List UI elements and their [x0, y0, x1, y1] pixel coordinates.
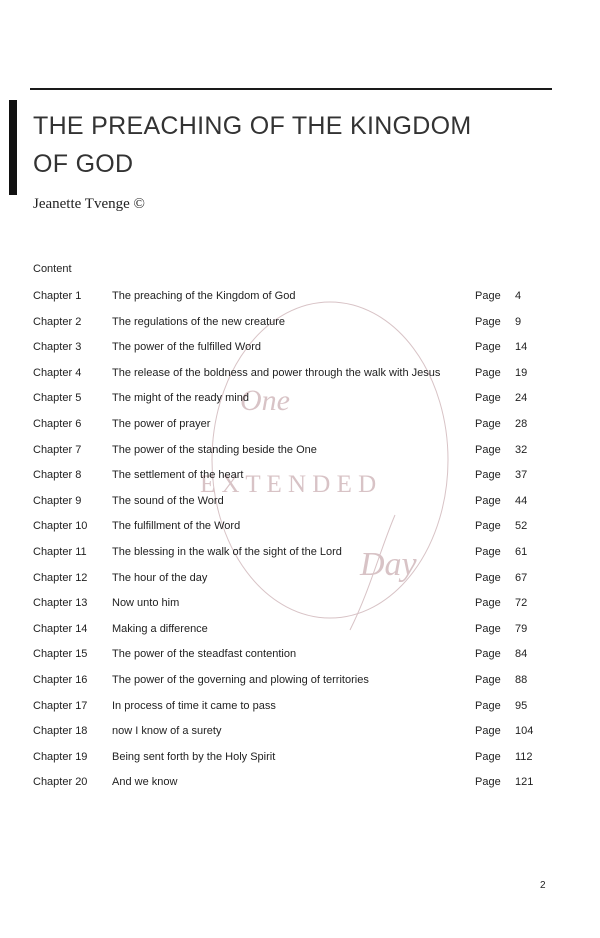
- toc-page-number: 84: [515, 648, 528, 661]
- toc-page-label: Page: [475, 392, 501, 405]
- toc-row: [33, 617, 553, 643]
- toc-chapter-label: Chapter 5: [33, 392, 82, 405]
- toc-chapter-title: The release of the boldness and power through the walk with Jesus: [112, 366, 441, 379]
- toc-row: [33, 719, 553, 745]
- toc-page-number: 88: [515, 673, 528, 686]
- table-of-contents: [33, 284, 553, 796]
- toc-page-number: 52: [515, 520, 528, 533]
- toc-row: [33, 694, 553, 720]
- toc-page-label: Page: [475, 417, 501, 430]
- toc-page-number: 72: [515, 597, 528, 610]
- toc-page-number: 112: [515, 750, 533, 763]
- toc-page-label: Page: [475, 776, 501, 789]
- toc-chapter-label: Chapter 1: [33, 290, 82, 302]
- toc-page-label: Page: [475, 648, 501, 661]
- toc-row: [33, 566, 553, 592]
- toc-chapter-title: Making a difference: [112, 622, 208, 635]
- toc-chapter-label: Chapter 14: [33, 622, 88, 635]
- toc-page-number: 9: [515, 315, 522, 328]
- toc-chapter-label: Chapter 20: [33, 776, 88, 789]
- toc-page-number: 121: [515, 776, 534, 789]
- toc-chapter-title: The sound of the Word: [112, 494, 224, 507]
- author-credit: Jeanette Tvenge ©: [33, 196, 145, 212]
- toc-chapter-title: The fulfillment of the Word: [112, 520, 241, 533]
- toc-page-label: Page: [475, 315, 501, 328]
- title-side-bar: [9, 100, 17, 195]
- toc-chapter-title: The power of the fulfilled Word: [112, 341, 261, 354]
- toc-page-number: 32: [515, 443, 528, 456]
- page-number: 2: [540, 880, 546, 891]
- toc-chapter-title: The power of prayer: [112, 417, 211, 430]
- toc-page-number: 4: [515, 290, 522, 302]
- toc-page-number: 28: [515, 417, 528, 430]
- toc-row: [33, 642, 553, 668]
- toc-row: [33, 438, 553, 464]
- top-rule: [30, 88, 552, 90]
- watermark-text-bottom: Day: [360, 546, 417, 583]
- toc-page-label: Page: [475, 750, 501, 763]
- toc-chapter-label: Chapter 4: [33, 366, 82, 379]
- toc-row: [33, 745, 553, 771]
- toc-page-label: Page: [475, 520, 501, 533]
- toc-row: [33, 770, 553, 796]
- toc-row: [33, 489, 553, 515]
- toc-chapter-title: The hour of the day: [112, 571, 208, 584]
- toc-page-label: Page: [475, 622, 501, 635]
- toc-row: [33, 514, 553, 540]
- toc-chapter-title: The settlement of the heart: [112, 469, 244, 482]
- toc-page-label: Page: [475, 494, 501, 507]
- toc-row: [33, 540, 553, 566]
- toc-row: [33, 284, 553, 310]
- toc-page-number: 14: [515, 341, 528, 354]
- toc-page-number: 61: [515, 545, 528, 558]
- toc-row: [33, 386, 553, 412]
- title-line-2: OF GOD: [33, 150, 134, 178]
- toc-page-label: Page: [475, 545, 501, 558]
- toc-chapter-title: Being sent forth by the Holy Spirit: [112, 750, 276, 763]
- toc-page-label: Page: [475, 673, 501, 686]
- toc-page-label: Page: [475, 469, 501, 482]
- toc-page-number: 24: [515, 392, 528, 405]
- toc-chapter-label: Chapter 17: [33, 699, 88, 712]
- toc-row: [33, 668, 553, 694]
- toc-chapter-label: Chapter 13: [33, 597, 88, 610]
- toc-chapter-label: Chapter 16: [33, 673, 88, 686]
- toc-page-number: 19: [515, 366, 528, 379]
- toc-chapter-label: Chapter 15: [33, 648, 88, 661]
- toc-page-label: Page: [475, 341, 501, 354]
- toc-chapter-label: Chapter 12: [33, 571, 88, 584]
- toc-page-number: 67: [515, 571, 528, 584]
- toc-chapter-title: The power of the governing and plowing of territories: [112, 673, 369, 686]
- toc-chapter-title: In process of time it came to pass: [112, 699, 276, 712]
- toc-page-label: Page: [475, 725, 501, 738]
- toc-chapter-title: The might of the ready mind: [112, 392, 249, 405]
- toc-page-label: Page: [475, 366, 501, 379]
- toc-page-number: 37: [515, 469, 528, 482]
- toc-chapter-title: The preaching of the Kingdom of God: [112, 290, 296, 302]
- document-title: [33, 107, 533, 183]
- toc-row: [33, 310, 553, 336]
- toc-row: [33, 412, 553, 438]
- toc-page-label: Page: [475, 699, 501, 712]
- toc-chapter-title: Now unto him: [112, 597, 180, 610]
- toc-page-label: Page: [475, 290, 501, 302]
- toc-chapter-label: Chapter 7: [33, 443, 82, 456]
- toc-chapter-label: Chapter 11: [33, 545, 87, 558]
- toc-chapter-title: And we know: [112, 776, 178, 789]
- toc-page-number: 44: [515, 494, 528, 507]
- contents-heading: Content: [33, 263, 72, 275]
- toc-chapter-label: Chapter 9: [33, 494, 82, 507]
- toc-row: [33, 361, 553, 387]
- toc-row: [33, 591, 553, 617]
- toc-row: [33, 463, 553, 489]
- toc-chapter-title: The power of the standing beside the One: [112, 443, 317, 456]
- watermark-text-top: One: [240, 384, 290, 417]
- toc-chapter-label: Chapter 18: [33, 725, 88, 738]
- watermark-text-middle: E X T E N D E D: [200, 471, 377, 498]
- toc-chapter-label: Chapter 6: [33, 417, 82, 430]
- toc-chapter-label: Chapter 10: [33, 520, 88, 533]
- toc-chapter-title: now I know of a surety: [112, 725, 222, 738]
- title-line-1: THE PREACHING OF THE KINGDOM: [33, 112, 472, 140]
- toc-page-label: Page: [475, 443, 501, 456]
- toc-row: [33, 335, 553, 361]
- toc-chapter-title: The power of the steadfast contention: [112, 648, 297, 661]
- toc-page-number: 95: [515, 699, 528, 712]
- toc-chapter-label: Chapter 2: [33, 315, 82, 328]
- toc-page-label: Page: [475, 597, 501, 610]
- toc-page-label: Page: [475, 571, 501, 584]
- toc-page-number: 104: [515, 725, 534, 738]
- toc-chapter-label: Chapter 19: [33, 750, 88, 763]
- toc-chapter-label: Chapter 3: [33, 341, 82, 354]
- toc-page-number: 79: [515, 622, 528, 635]
- toc-chapter-title: The blessing in the walk of the sight of the Lord: [112, 545, 342, 558]
- toc-chapter-title: The regulations of the new creature: [112, 315, 286, 328]
- toc-chapter-label: Chapter 8: [33, 469, 82, 482]
